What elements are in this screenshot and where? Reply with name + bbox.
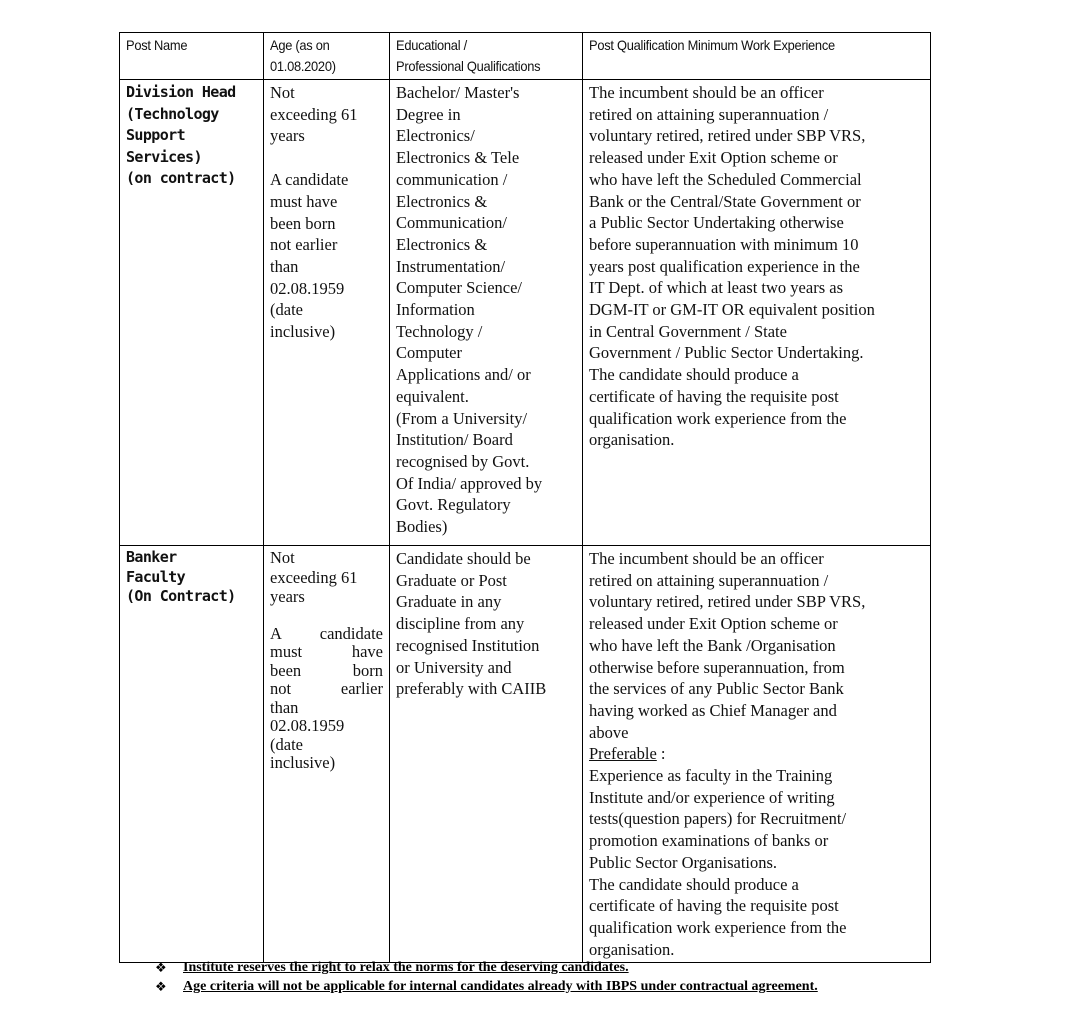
edu-line: Information [396,300,475,320]
preferable-label: Preferable [589,744,657,764]
age-cell [264,80,390,546]
exp-line: having worked as Chief Manager and [589,700,837,720]
exp-line: released under Exit Option scheme or [589,148,838,168]
edu-line: Of India/ approved by [396,473,543,493]
edu-line: Graduate in any [396,592,502,612]
exp-line: who have left the Scheduled Commercial [589,169,862,189]
exp-line: Experience as faculty in the Training [589,766,833,786]
exp-line: The incumbent should be an officer [589,83,824,102]
exp-line: above [589,722,629,742]
exp-line: the services of any Public Sector Bank [589,679,844,699]
exp-line: The candidate should produce a [589,365,799,385]
edu-line: Govt. Regulatory [396,495,511,515]
note-item [155,977,925,996]
age-line: must have [270,191,338,211]
table-row [120,546,931,963]
post-line: Faculty [126,567,186,586]
age-line: Not [270,548,295,567]
exp-line: Government / Public Sector Undertaking. [589,343,864,363]
exp-line: Institute and/or experience of writing [589,787,835,807]
header-experience-text: Post Qualification Minimum Work Experience [589,37,835,53]
exp-line: years post qualification experience in the [589,256,860,276]
edu-line: preferably with CAIIB [396,679,547,699]
exp-line: organisation. [589,939,675,959]
age-line: been born [270,213,336,233]
header-experience [583,33,931,80]
post-line: (Technology [126,104,219,123]
exp-line: certificate of having the requisite post [589,896,839,916]
header-age-line2: 01.08.2020) [270,58,336,74]
age-line: A candidate [270,170,349,190]
age-line: A candidate [270,623,383,643]
eligibility-table [119,32,931,963]
edu-line: Candidate should be [396,549,531,568]
edu-line: (From a University/ [396,408,528,428]
note-text: Age criteria will not be applicable for internal candidates already with IBPS under contractual agreement. [183,979,818,994]
edu-line: or University and [396,657,512,677]
edu-line: equivalent. [396,386,469,406]
post-line: Banker [126,548,177,566]
exp-line: DGM-IT or GM-IT OR equivalent position [589,300,875,320]
header-age-line1: Age (as on [270,37,330,53]
age-line: exceeding 61 [270,567,358,587]
age-line: than [270,256,299,276]
header-post-name-text: Post Name [126,37,188,53]
exp-line: qualification work experience from the [589,408,847,428]
edu-line: Graduate or Post [396,570,507,590]
exp-line: qualification work experience from the [589,917,847,937]
edu-line: Bodies) [396,517,448,537]
age-line: 02.08.1959 [270,278,345,298]
age-line: not earlier [270,679,383,698]
edu-line: discipline from any [396,614,525,634]
exp-line: tests(question papers) for Recruitment/ [589,809,847,829]
edu-line: Electronics & Tele [396,148,520,168]
diamond-bullet-icon: ❖ [155,960,167,975]
exp-line: Bank or the Central/State Government or [589,191,861,211]
exp-line: a Public Sector Undertaking otherwise [589,213,844,233]
exp-line: voluntary retired, retired under SBP VRS, [589,592,866,612]
edu-line: Degree in [396,104,461,124]
exp-line: retired on attaining superannuation / [589,104,829,124]
exp-line: otherwise before superannuation, from [589,657,845,677]
exp-line: IT Dept. of which at least two years as [589,278,843,298]
notes-list [155,958,925,996]
age-line: than [270,697,299,717]
exp-line: promotion examinations of banks or [589,831,829,851]
exp-line: certificate of having the requisite post [589,386,839,406]
exp-line: The candidate should produce a [589,874,799,894]
table-row [120,80,931,546]
edu-line: Technology / [396,321,483,341]
edu-line: Computer Science/ [396,278,523,298]
post-line: (on contract) [126,169,236,188]
age-line: inclusive) [270,322,336,342]
edu-line: Instrumentation/ [396,256,506,276]
note-item [155,958,925,977]
header-age [264,33,390,80]
post-name-cell [120,80,264,546]
exp-line: before superannuation with minimum 10 [589,234,859,254]
post-name-cell [120,546,264,963]
age-line: must have [270,642,383,661]
edu-line: Applications and/ or [396,365,531,385]
exp-line: voluntary retired, retired under SBP VRS, [589,126,866,146]
exp-line: released under Exit Option scheme or [589,614,838,634]
exp-line: Public Sector Organisations. [589,852,778,872]
edu-line: Electronics & [396,234,488,254]
preferable-colon: : [656,744,666,764]
exp-line: retired on attaining superannuation / [589,570,829,590]
post-line: Division Head [126,83,236,101]
experience-cell [583,546,931,963]
exp-line: organisation. [589,430,675,450]
edu-line: Electronics & [396,191,488,211]
exp-line: The incumbent should be an officer [589,549,824,568]
edu-line: Communication/ [396,213,507,233]
exp-line: who have left the Bank /Organisation [589,635,836,655]
diamond-bullet-icon: ❖ [155,979,167,994]
post-line: Services) [126,147,202,166]
edu-line: Computer [396,343,462,363]
age-line: not earlier [270,235,338,255]
header-education [390,33,583,80]
preferable-line [589,743,924,765]
age-line: years [270,126,305,146]
age-line: been born [270,660,383,680]
age-line: inclusive) [270,753,336,772]
post-line: Support [126,126,186,145]
exp-line: in Central Government / State [589,321,787,341]
age-line: Not [270,83,295,102]
header-edu-line1: Educational / [396,37,467,53]
edu-line: Electronics/ [396,126,475,146]
header-edu-line2: Professional Qualifications [396,58,541,74]
post-line: (On Contract) [126,587,236,605]
table-header-row [120,33,931,80]
edu-line: Institution/ Board [396,430,513,450]
edu-line: recognised by Govt. [396,451,530,471]
age-cell [264,546,390,963]
age-line: 02.08.1959 [270,716,345,735]
header-post-name [120,33,264,80]
age-line: years [270,587,305,606]
edu-line: recognised Institution [396,635,540,655]
age-line: (date [270,734,303,754]
experience-cell [583,80,931,546]
education-cell [390,546,583,963]
education-cell [390,80,583,546]
age-line: (date [270,300,303,320]
age-line: exceeding 61 [270,104,358,124]
edu-line: communication / [396,169,508,189]
edu-line: Bachelor/ Master's [396,83,520,102]
note-text: Institute reserves the right to relax the norms for the deserving candidates. [183,960,629,975]
